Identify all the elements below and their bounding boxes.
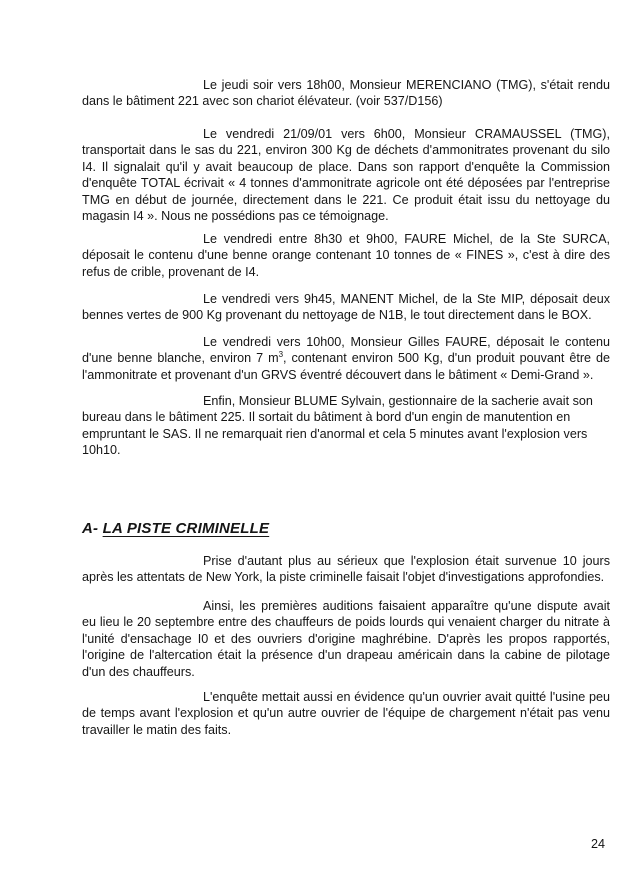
paragraph-text: Prise d'autant plus au sérieux que l'explosion était survenue 10 jours après les attentats de New York, la piste criminelle faisait l'objet d'investigations approfondies. [82, 554, 610, 585]
paragraph-text: L'enquête mettait aussi en évidence qu'un ouvrier avait quitté l'usine peu de temps avant l'explosion et qu'un autre ouvrier de l'équipe de chargement n'était pas venu travailler le matin des faits. [82, 690, 610, 737]
page-number: 24 [591, 837, 606, 851]
paragraph-text: Le jeudi soir vers 18h00, Monsieur MERENCIANO (TMG), s'était rendu dans le bâtiment 221 avec son chariot élévateur. (voir 537/D156) [82, 78, 610, 109]
section-prefix: A- [82, 520, 99, 537]
paragraph-faure-michel [82, 231, 610, 280]
paragraph-text: Le vendredi vers 9h45, MANENT Michel, de la Ste MIP, déposait deux bennes vertes de 900 Kg provenant du nettoyage de N1B, le tout directement dans le BOX. [82, 292, 610, 323]
paragraph-merenciano [82, 77, 610, 110]
paragraph-text: Le vendredi entre 8h30 et 9h00, FAURE Michel, de la Ste SURCA, déposait le contenu d'une benne orange contenant 10 tonnes de « FINES », c'est à dire des refus de crible, provenant de I4. [82, 232, 610, 279]
section-title: LA PISTE CRIMINELLE [102, 520, 270, 537]
paragraph-text: Le vendredi 21/09/01 vers 6h00, Monsieur CRAMAUSSEL (TMG), transportait dans le sas du 221, environ 300 Kg de déchets d'ammonitrates provenant du silo I4. Il signalait qu'il y avait beaucoup de place. Dans son rapport d'enquête la Commission d'enquête TOTAL écrivait « 4 tonnes d'ammonitrate agricole ont été déposées par l'entreprise TMG en début de journée, directement dans le 221. Ce produit était issu du nettoyage du magasin I4 ». Nous ne possédions pas ce témoignage. [82, 127, 610, 224]
paragraph-text: Le vendredi vers 10h00, Monsieur Gilles FAURE, déposait le contenu d'une benne blanche, environ 7 m [82, 335, 610, 366]
paragraph-faure-gilles [82, 334, 610, 383]
paragraph-cramaussel [82, 126, 610, 224]
paragraph-auditions [82, 598, 610, 680]
paragraph-piste-criminelle [82, 553, 610, 586]
paragraph-text: Ainsi, les premières auditions faisaient apparaître qu'une dispute avait eu lieu le 20 septembre entre des chauffeurs de poids lourds qui venaient charger du nitrate à l'unité d'ensachage I0 et des ouvriers d'origine maghrébine. D'après les propos rapportés, l'origine de l'altercation était la présence d'un drapeau américain dans la cabine de pilotage d'un des chauffeurs. [82, 599, 610, 679]
section-heading [82, 520, 269, 537]
paragraph-manent [82, 291, 610, 324]
paragraph-text: , contenant environ 500 Kg, d'un produit pouvant être de l'ammonitrate et provenant d'un GRVS éventré découvert dans le bâtiment « Demi-Grand ». [82, 351, 610, 382]
paragraph-enquete [82, 689, 610, 738]
paragraph-text: Enfin, Monsieur BLUME Sylvain, gestionnaire de la sacherie avait son bureau dans le bâtiment 225. Il sortait du bâtiment à bord d'un engin de manutention en empruntant le SAS. Il ne remarquait rien d'anormal et cela 5 minutes avant l'explosion vers 10h10. [82, 394, 593, 458]
superscript: 3 [278, 350, 284, 360]
paragraph-blume [82, 393, 610, 459]
